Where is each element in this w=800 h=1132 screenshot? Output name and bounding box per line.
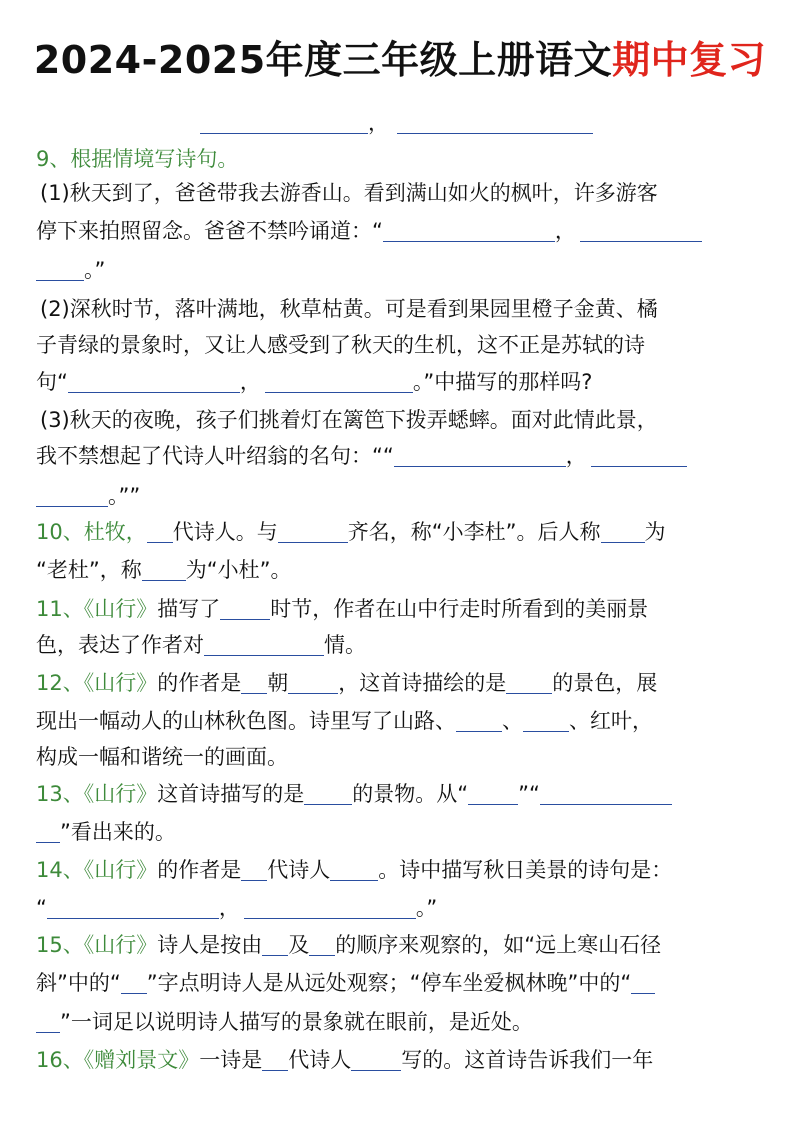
question-12: 12、《山行》的作者是 朝 ，这首诗描绘的是 的景色，展 — [36, 671, 658, 695]
question-13-line2: ”看出来的。 — [36, 817, 176, 847]
prev-answer-line: ， — [200, 108, 593, 138]
answer-blank[interactable] — [244, 896, 416, 919]
answer-blank[interactable] — [394, 444, 566, 467]
answer-blank[interactable] — [330, 858, 378, 881]
answer-blank[interactable] — [506, 671, 552, 694]
q9-part2-line3: 句“ ， 。”中描写的那样吗? — [36, 370, 593, 394]
answer-blank[interactable] — [36, 258, 84, 281]
question-10-number: 10、杜牧， — [36, 520, 147, 544]
answer-blank[interactable] — [121, 971, 147, 994]
question-15-line2: 斜”中的“ ”字点明诗人是从远处观察；“停车坐爱枫林晚”中的“ — [36, 968, 655, 998]
q9-part1-line3: 。” — [36, 255, 105, 285]
q9-part3-line2: 我不禁想起了代诗人叶绍翁的名句：““ ， — [36, 441, 687, 471]
question-11-number: 11、《山行》 — [36, 597, 158, 621]
answer-blank[interactable] — [68, 370, 240, 393]
answer-blank[interactable] — [36, 1010, 60, 1033]
question-13-number: 13、《山行》 — [36, 782, 158, 806]
answer-blank[interactable] — [468, 782, 518, 805]
answer-blank[interactable] — [220, 597, 270, 620]
answer-blank[interactable] — [540, 782, 672, 805]
question-11: 11、《山行》描写了 时节，作者在山中行走时所看到的美丽景 — [36, 597, 649, 621]
answer-blank[interactable] — [304, 782, 352, 805]
question-12-line2: 现出一幅动人的山林秋色图。诗里写了山路、 、 、红叶， — [36, 709, 653, 733]
answer-blank[interactable] — [147, 520, 173, 543]
answer-blank[interactable] — [591, 444, 687, 467]
question-13: 13、《山行》这首诗描写的是 的景物。从“ ”“ — [36, 779, 672, 809]
answer-blank[interactable] — [383, 219, 555, 242]
answer-blank[interactable] — [278, 520, 348, 543]
question-15-line3: ”一词足以说明诗人描写的景象就在眼前，是近处。 — [36, 1007, 533, 1037]
answer-blank[interactable] — [456, 709, 502, 732]
answer-blank[interactable] — [309, 933, 335, 956]
q9-part1-text: (1)秋天到了，爸爸带我去游香山。看到满山如火的枫叶，许多游客 — [40, 181, 658, 205]
question-14-line2: “ ， 。” — [36, 896, 438, 920]
answer-blank[interactable] — [142, 558, 186, 581]
question-14-number: 14、《山行》 — [36, 858, 158, 882]
question-11-line2: 色，表达了作者对 情。 — [36, 633, 366, 657]
question-16: 16、《赠刘景文》一诗是 代诗人 写的。这首诗告诉我们一年 — [36, 1048, 654, 1072]
answer-blank[interactable] — [631, 971, 655, 994]
question-10: 10、杜牧， 代诗人。与 齐名，称“小李杜”。后人称 为 — [36, 520, 666, 544]
q9-part2-text: (2)深秋时节，落叶满地，秋草枯黄。可是看到果园里橙子金黄、橘 — [40, 297, 658, 321]
answer-blank[interactable] — [47, 896, 219, 919]
question-10-line2: “老杜”，称 为“小杜”。 — [36, 558, 292, 582]
q9-part3-text: (3)秋天的夜晚，孩子们挑着灯在篱笆下拨弄蟋蟀。面对此情此景， — [40, 408, 658, 432]
answer-blank[interactable] — [241, 858, 267, 881]
q9-part2-line2: 子青绿的景象时，又让人感受到了秋天的生机，这不正是苏轼的诗 — [36, 333, 645, 357]
question-12-line3: 构成一幅和谐统一的画面。 — [36, 745, 288, 769]
answer-blank[interactable] — [265, 370, 413, 393]
question-15-number: 15、《山行》 — [36, 933, 158, 957]
question-12-number: 12、《山行》 — [36, 671, 158, 695]
answer-blank[interactable] — [241, 671, 267, 694]
answer-blank[interactable] — [262, 933, 288, 956]
answer-blank[interactable] — [36, 820, 60, 843]
answer-blank[interactable] — [601, 520, 645, 543]
title-highlight: 期中复习 — [612, 38, 767, 82]
title-main: 2024-2025年度三年级上册语文 — [33, 38, 613, 82]
q9-part1-line2: 停下来拍照留念。爸爸不禁吟诵道：“ ， — [36, 216, 702, 246]
question-15: 15、《山行》诗人是按由 及 的顺序来观察的，如“远上寒山石径 — [36, 933, 662, 957]
answer-blank[interactable] — [200, 111, 368, 134]
answer-blank[interactable] — [262, 1048, 288, 1071]
answer-blank[interactable] — [288, 671, 338, 694]
answer-blank[interactable] — [351, 1048, 401, 1071]
question-16-number: 16、《赠刘景文》 — [36, 1048, 200, 1072]
q9-part3-line3: 。”” — [36, 481, 140, 511]
question-9-heading: 9、根据情境写诗句。 — [36, 147, 239, 171]
answer-blank[interactable] — [204, 633, 324, 656]
answer-blank[interactable] — [36, 484, 108, 507]
answer-blank[interactable] — [397, 111, 593, 134]
page-title — [0, 38, 800, 84]
question-14: 14、《山行》的作者是 代诗人 。诗中描写秋日美景的诗句是： — [36, 858, 673, 882]
answer-blank[interactable] — [580, 219, 702, 242]
answer-blank[interactable] — [523, 709, 569, 732]
